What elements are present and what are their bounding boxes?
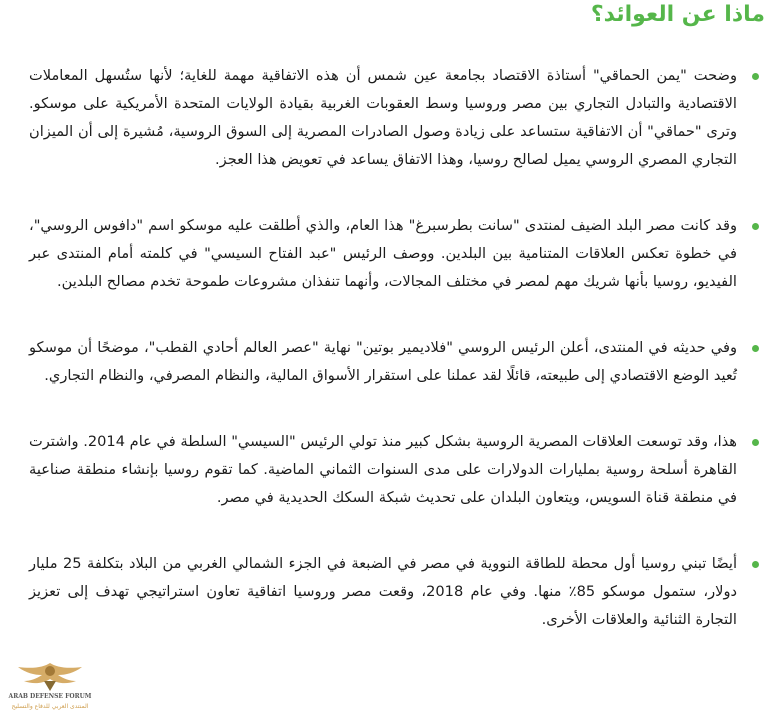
bullet-icon — [752, 439, 759, 446]
eagle-emblem-icon — [4, 657, 96, 693]
paragraph-text: وفي حديثه في المنتدى، أعلن الرئيس الروسي "فلاديمير بوتين" نهاية "عصر العالم أحادي القطب"، موضحًا أن موسكو تُعيد الوضع الاقتصادي إلى طبيعته، قائلًا لقد عملنا على استقرار الأسواق المالية، والنظام المصرفي، والنظام التجاري. — [29, 339, 737, 384]
watermark-name: ARAB DEFENSE FORUM — [8, 693, 92, 700]
section-heading: ماذا عن العوائد؟ — [590, 2, 765, 27]
article-body — [29, 62, 759, 672]
paragraph-text: أيضًا تبني روسيا أول محطة للطاقة النووية في مصر في الضبعة في الجزء الشمالي الغربي من البلاد بتكلفة 25 مليار دولار، ستمول موسكو 85٪ منها. وفي عام 2018، وقعت مصر وروسيا اتفاقية تعاون استراتيجي تهدف إلى تعزيز التجارة الثنائية والعلاقات الأخرى. — [29, 555, 738, 628]
paragraph-item — [29, 334, 759, 390]
paragraph-item — [29, 212, 759, 296]
bullet-icon — [752, 73, 759, 80]
forum-watermark-logo — [4, 657, 96, 717]
bullet-icon — [752, 223, 759, 230]
watermark-tagline: المنتدى العربي للدفاع والتسليح — [11, 703, 89, 710]
paragraph-text: هذا، وقد توسعت العلاقات المصرية الروسية بشكل كبير منذ تولي الرئيس "السيسي" السلطة في عام 2014. واشترت القاهرة أسلحة روسية بمليارات الدولارات على مدى السنوات الثماني الماضية. كما تقوم روسيا بإنشاء منطقة صناعية في منطقة قناة السويس، ويتعاون البلدان على تحديث شبكة السكك الحديدية في مصر. — [29, 433, 737, 506]
paragraph-item — [29, 550, 759, 634]
paragraph-item — [29, 428, 759, 512]
paragraph-item — [29, 62, 759, 174]
paragraph-text: وضحت "يمن الحماقي" أستاذة الاقتصاد بجامعة عين شمس أن هذه الاتفاقية مهمة للغاية؛ لأنها ستُسهل المعاملات الاقتصادية والتبادل التجاري بين مصر وروسيا وسط العقوبات الغربية بقيادة الولايات المتحدة الأمريكية على موسكو. وترى "حماقي" أن الاتفاقية ستساعد على زيادة وصول الصادرات المصرية إلى السوق الروسية، مُشيرة إلى أن الميزان التجاري المصري الروسي يميل لصالح روسيا، وهذا الاتفاق يساعد في تعويض هذا العجز. — [29, 67, 737, 168]
bullet-icon — [752, 345, 759, 352]
paragraph-text: وقد كانت مصر البلد الضيف لمنتدى "سانت بطرسبرغ" هذا العام، والذي أطلقت عليه موسكو اسم "دافوس الروسي"، في خطوة تعكس العلاقات المتنامية بين البلدين. ووصف الرئيس "عبد الفتاح السيسي" في كلمته أمام المنتدى عبر الفيديو، روسيا بأنها شريك مهم لمصر في مختلف المجالات، وأنهما تنفذان مشروعات طموحة تخدم مصالح البلدين. — [29, 217, 737, 290]
bullet-icon — [752, 561, 759, 568]
